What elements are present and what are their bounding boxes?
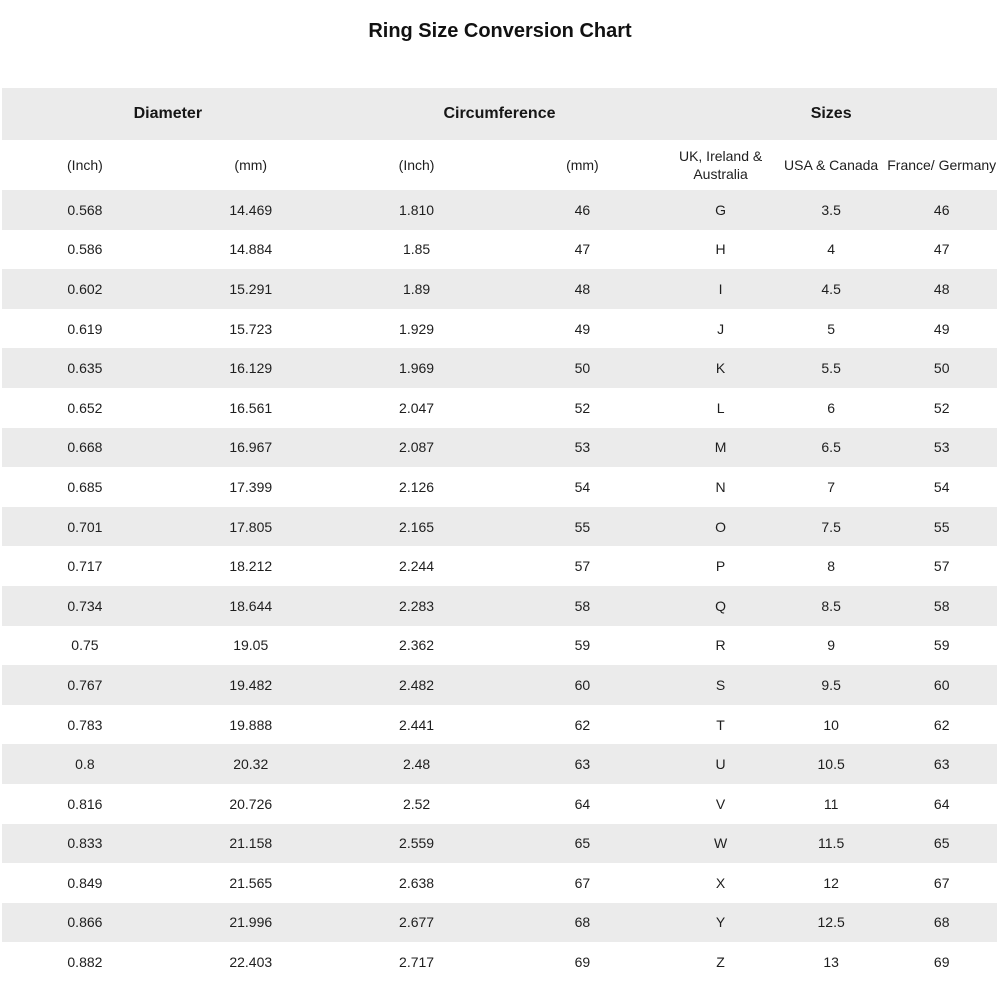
table-cell: 16.129: [229, 360, 273, 377]
table-cell: 46: [574, 201, 591, 218]
table-cell: M: [714, 439, 727, 456]
table-cell: H: [715, 241, 726, 258]
table-cell: 48: [574, 280, 591, 297]
table-cell: 2.087: [399, 439, 435, 456]
table-cell: 0.635: [67, 360, 103, 377]
table-cell: 62: [574, 716, 591, 733]
table-cell: 2.482: [399, 676, 435, 693]
table-cell: 60: [574, 676, 591, 693]
table-cell: O: [715, 518, 727, 535]
table-row: [2, 824, 997, 864]
table-cell: 8: [827, 558, 836, 575]
table-cell: 60: [933, 676, 950, 693]
column-header-usa-canada: USA & Canada: [784, 156, 879, 173]
table-cell: 0.701: [67, 518, 103, 535]
column-header-diameter-mm: (mm): [234, 156, 268, 173]
table-cell: 0.849: [67, 874, 103, 891]
table-cell: 19.888: [229, 716, 273, 733]
table-cell: J: [717, 320, 725, 337]
table-cell: 0.568: [67, 201, 103, 218]
table-cell: 52: [933, 399, 950, 416]
table-cell: 16.967: [229, 439, 273, 456]
table-cell: 68: [933, 914, 950, 931]
column-header-uk-ireland-australia: UK, Ireland & Australia: [678, 147, 763, 182]
ring-size-conversion-table: [2, 88, 997, 982]
table-cell: 21.996: [229, 914, 273, 931]
table-cell: 13: [823, 954, 839, 971]
table-cell: 21.565: [229, 874, 273, 891]
table-cell: 59: [574, 637, 591, 654]
column-header-diameter-inch: (Inch): [67, 156, 103, 173]
table-row: [2, 942, 997, 982]
table-row: [2, 507, 997, 547]
table-cell: 0.882: [67, 954, 103, 971]
table-cell: 22.403: [229, 954, 273, 971]
table-cell: 0.717: [67, 558, 103, 575]
page-title: Ring Size Conversion Chart: [368, 20, 632, 42]
table-cell: 0.652: [67, 399, 103, 416]
table-cell: S: [715, 676, 726, 693]
table-cell: 55: [933, 518, 950, 535]
table-cell: 0.8: [75, 756, 95, 773]
table-cell: 69: [933, 954, 950, 971]
table-cell: 20.32: [233, 756, 269, 773]
table-cell: 47: [574, 241, 591, 258]
group-header-sizes: Sizes: [810, 105, 852, 122]
table-cell: 53: [574, 439, 591, 456]
table-cell: 18.212: [229, 558, 273, 575]
table-cell: 2.441: [399, 716, 435, 733]
table-cell: I: [718, 280, 723, 297]
table-cell: W: [713, 835, 728, 852]
table-cell: 50: [933, 360, 950, 377]
table-cell: 0.833: [67, 835, 103, 852]
table-cell: 1.85: [402, 241, 431, 258]
table-cell: 54: [574, 478, 591, 495]
table-cell: 53: [933, 439, 950, 456]
table-row: [2, 230, 997, 270]
table-cell: 2.559: [399, 835, 435, 852]
table-cell: Y: [715, 914, 726, 931]
table-row: [2, 428, 997, 468]
table-cell: 2.52: [402, 795, 431, 812]
table-row: [2, 705, 997, 745]
table-cell: 4.5: [821, 280, 841, 297]
table-cell: 49: [933, 320, 950, 337]
table-cell: 16.561: [229, 399, 273, 416]
table-cell: 0.602: [67, 280, 103, 297]
table-row: [2, 309, 997, 349]
table-cell: N: [715, 478, 726, 495]
table-cell: 69: [574, 954, 591, 971]
table-row: [2, 269, 997, 309]
table-cell: G: [715, 201, 727, 218]
table-cell: 0.783: [67, 716, 103, 733]
table-cell: 62: [933, 716, 950, 733]
table-cell: 20.726: [229, 795, 273, 812]
table-cell: 67: [574, 874, 591, 891]
column-header-circumference-mm: (mm): [566, 156, 599, 173]
table-row: [2, 546, 997, 586]
table-row: [2, 626, 997, 666]
table-cell: Z: [716, 954, 725, 971]
table-cell: 63: [933, 756, 950, 773]
table-cell: 2.165: [399, 518, 435, 535]
table-cell: 4: [827, 241, 836, 258]
table-cell: 17.805: [229, 518, 273, 535]
group-header-diameter: Diameter: [133, 105, 203, 122]
table-cell: 57: [574, 558, 591, 575]
table-cell: 18.644: [229, 597, 273, 614]
table-cell: 54: [933, 478, 950, 495]
group-header-row: [2, 88, 997, 140]
table-cell: 0.734: [67, 597, 103, 614]
table-row: [2, 348, 997, 388]
table-cell: 65: [574, 835, 591, 852]
table-cell: 15.723: [229, 320, 273, 337]
table-cell: 8.5: [821, 597, 841, 614]
table-cell: 7.5: [821, 518, 841, 535]
table-cell: 68: [574, 914, 591, 931]
table-row: [2, 784, 997, 824]
table-cell: 58: [574, 597, 591, 614]
table-cell: 19.05: [233, 637, 269, 654]
table-cell: Q: [715, 597, 727, 614]
table-cell: 0.767: [67, 676, 103, 693]
table-cell: 14.884: [229, 241, 273, 258]
table-row: [2, 190, 997, 230]
table-cell: T: [716, 716, 725, 733]
table-cell: 6.5: [821, 439, 841, 456]
table-cell: 52: [574, 399, 591, 416]
table-cell: 3.5: [821, 201, 841, 218]
group-header-circumference: Circumference: [443, 105, 556, 122]
table-cell: V: [715, 795, 726, 812]
table-cell: 64: [933, 795, 950, 812]
column-header-circumference-inch: (Inch): [398, 156, 435, 173]
table-cell: 0.619: [67, 320, 103, 337]
column-header-row: [2, 140, 997, 190]
table-cell: K: [715, 360, 726, 377]
table-cell: 2.677: [399, 914, 435, 931]
table-cell: 11: [823, 795, 839, 812]
table-cell: X: [715, 874, 726, 891]
table-cell: 2.717: [399, 954, 435, 971]
table-cell: 1.969: [399, 360, 435, 377]
table-cell: 65: [933, 835, 950, 852]
table-cell: P: [715, 558, 726, 575]
table-cell: 2.638: [399, 874, 435, 891]
table-cell: 1.929: [399, 320, 435, 337]
table-cell: 57: [933, 558, 950, 575]
table-cell: 50: [574, 360, 591, 377]
table-cell: 67: [933, 874, 950, 891]
table-row: [2, 665, 997, 705]
table-cell: 0.668: [67, 439, 103, 456]
table-cell: 0.75: [71, 637, 99, 654]
table-cell: 17.399: [229, 478, 273, 495]
table-cell: 2.48: [402, 756, 431, 773]
table-cell: 2.047: [399, 399, 435, 416]
table-cell: 5.5: [821, 360, 841, 377]
table-row: [2, 903, 997, 943]
table-cell: 58: [933, 597, 950, 614]
table-cell: 21.158: [229, 835, 273, 852]
column-header-france-germany: France/ Germany: [887, 156, 997, 173]
table-cell: U: [715, 756, 726, 773]
table-cell: R: [715, 637, 726, 654]
table-row: [2, 388, 997, 428]
table-cell: 11.5: [818, 835, 845, 852]
table-row: [2, 744, 997, 784]
table-body: [2, 190, 997, 982]
table-cell: 6: [827, 399, 836, 416]
table-cell: 49: [574, 320, 591, 337]
table-cell: 2.362: [399, 637, 435, 654]
table-head: [2, 88, 997, 190]
table-cell: 46: [933, 201, 950, 218]
table-cell: 0.816: [67, 795, 103, 812]
table-cell: 12: [823, 874, 839, 891]
table-cell: 2.244: [399, 558, 435, 575]
table-cell: 2.283: [399, 597, 435, 614]
table-cell: 9.5: [821, 676, 841, 693]
table-cell: L: [716, 399, 725, 416]
table-cell: 0.866: [67, 914, 103, 931]
table-cell: 12.5: [817, 914, 845, 931]
table-cell: 55: [574, 518, 591, 535]
table-cell: 1.810: [399, 201, 435, 218]
table-row: [2, 586, 997, 626]
table-row: [2, 863, 997, 903]
table-cell: 47: [933, 241, 950, 258]
table-cell: 59: [933, 637, 950, 654]
table-cell: 63: [574, 756, 591, 773]
table-cell: 10.5: [817, 756, 845, 773]
table-cell: 19.482: [229, 676, 273, 693]
table-cell: 9: [827, 637, 836, 654]
table-cell: 10: [823, 716, 839, 733]
table-row: [2, 467, 997, 507]
table-cell: 15.291: [229, 280, 273, 297]
table-cell: 0.685: [67, 478, 103, 495]
table-cell: 48: [933, 280, 950, 297]
table-cell: 14.469: [229, 201, 273, 218]
table-cell: 7: [827, 478, 836, 495]
table-cell: 2.126: [399, 478, 435, 495]
table-cell: 64: [574, 795, 591, 812]
table-cell: 0.586: [67, 241, 103, 258]
table-cell: 5: [827, 320, 836, 337]
table-cell: 1.89: [402, 280, 431, 297]
